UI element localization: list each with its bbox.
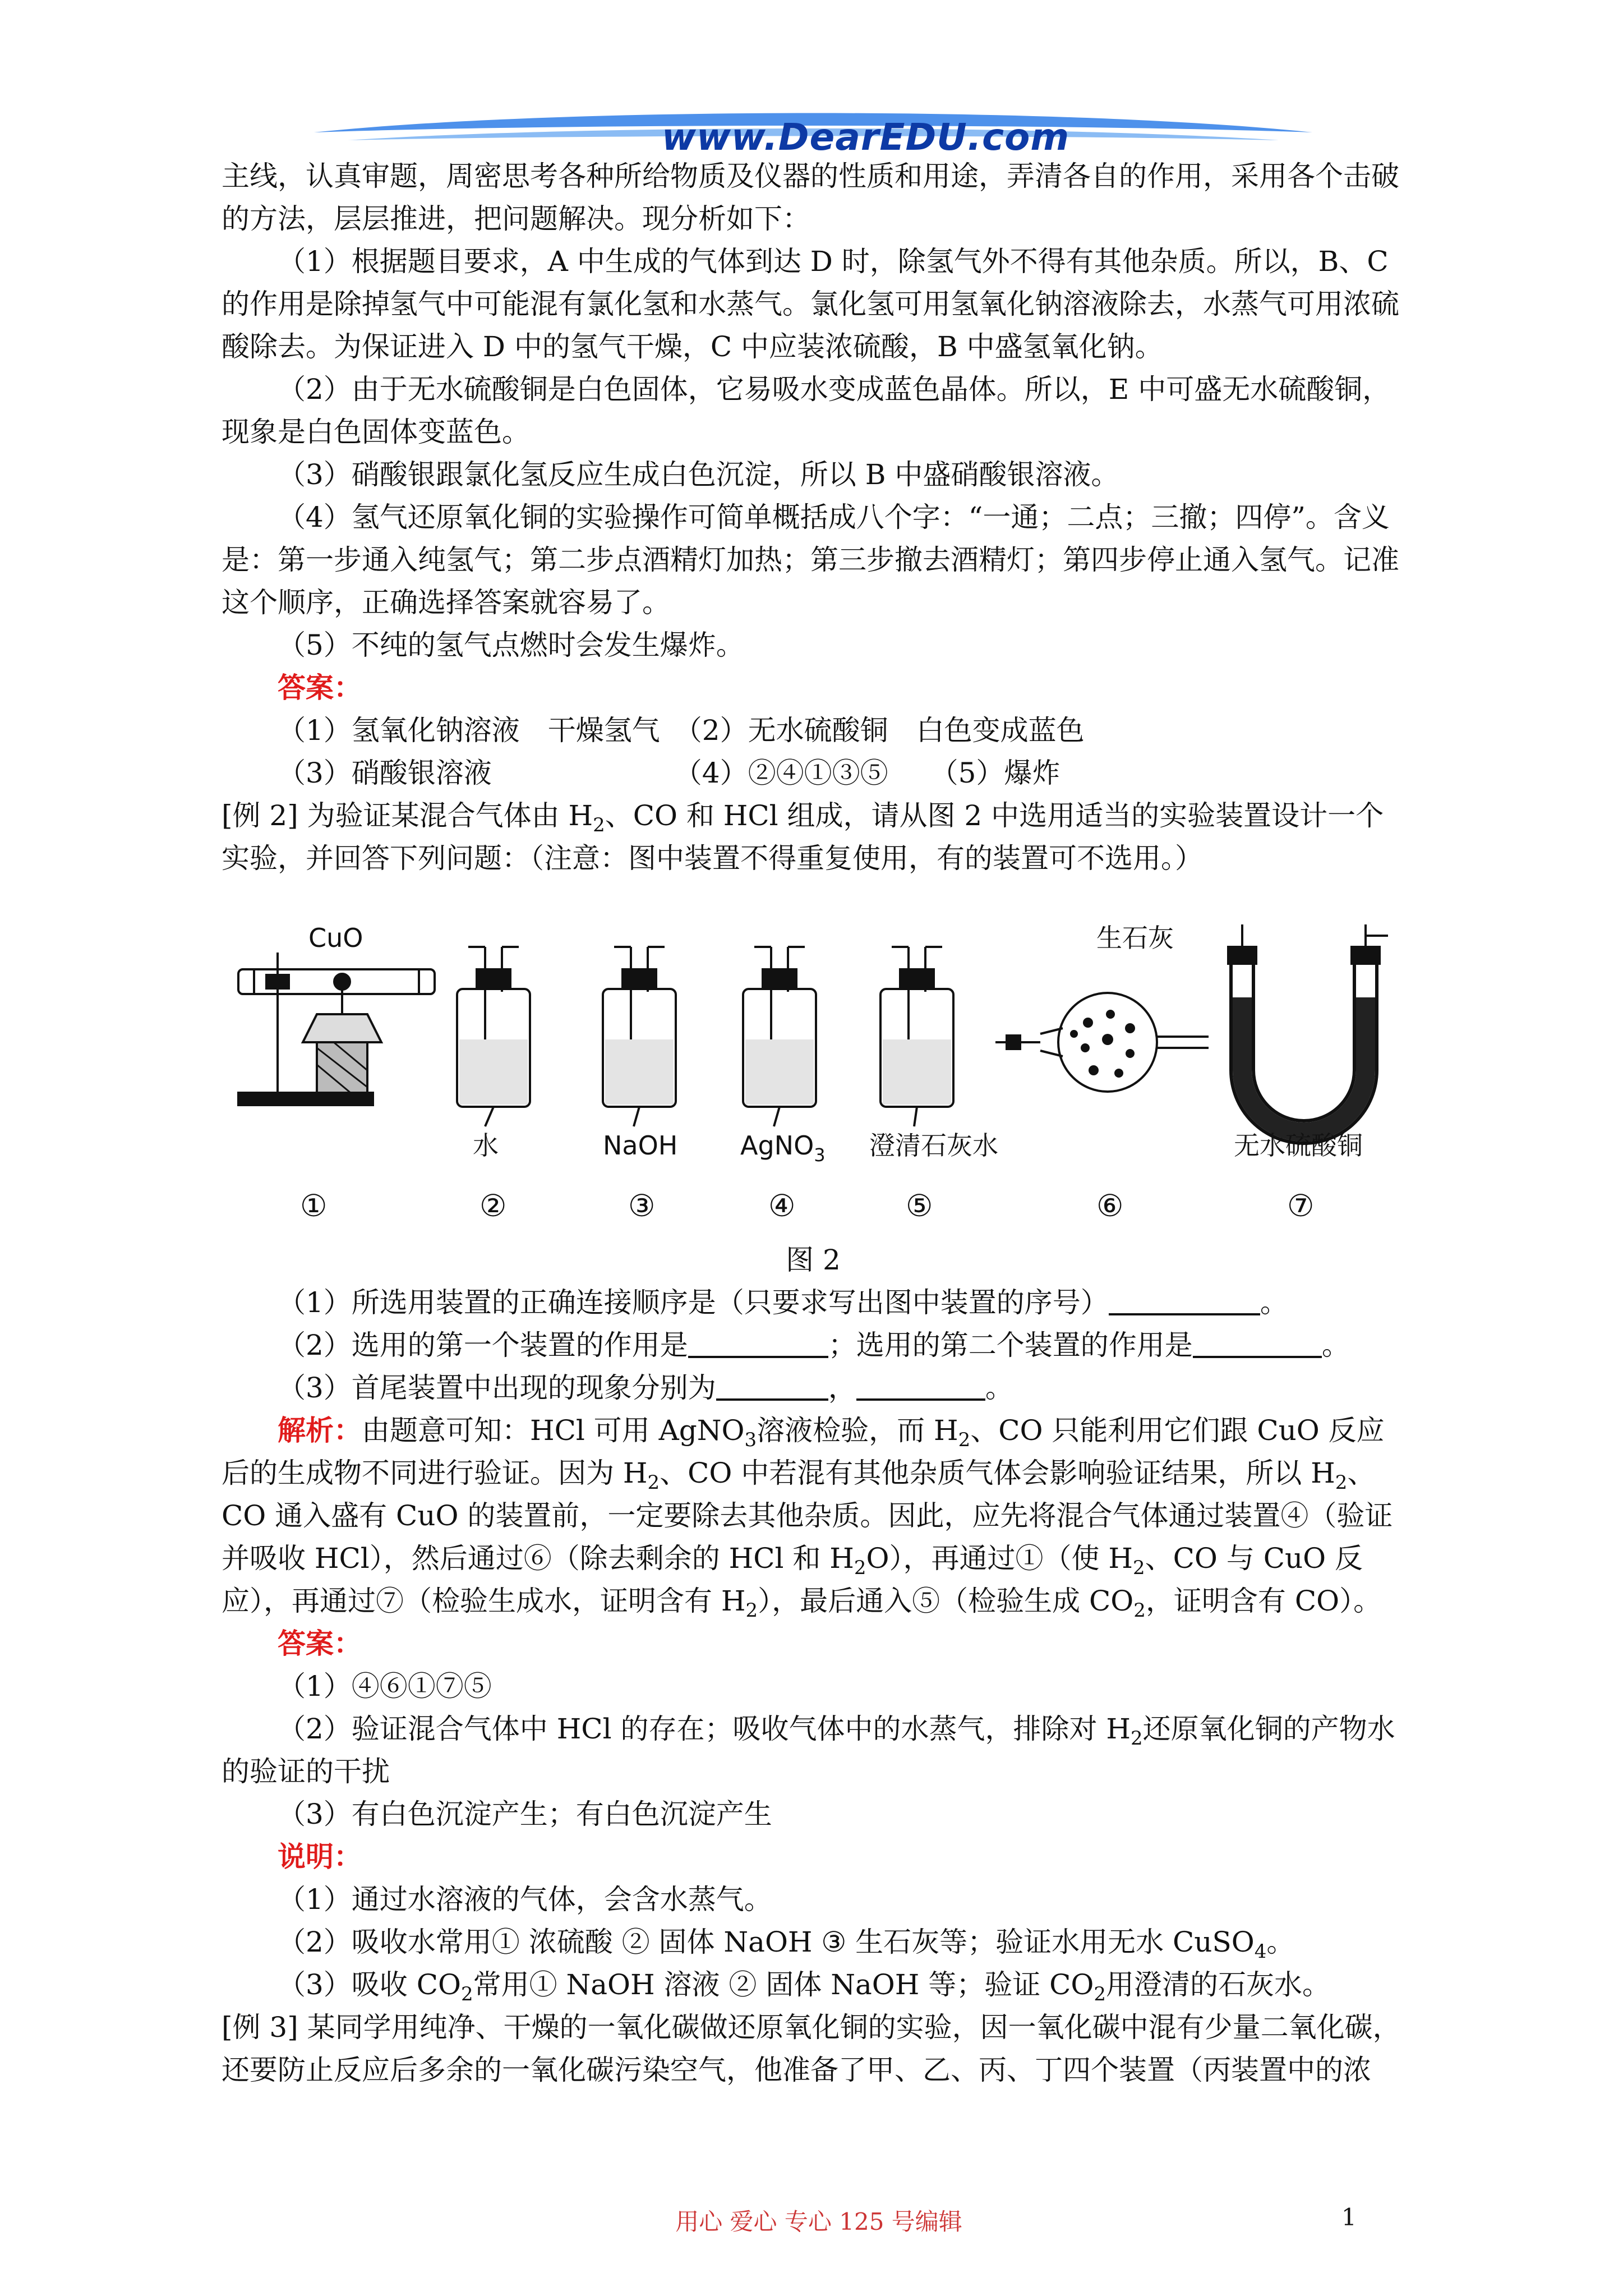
label-naoh: NaOH [603, 1130, 678, 1161]
answer-blank[interactable] [856, 1369, 985, 1401]
label-agno3: AgNO$_3$ [740, 1130, 826, 1166]
note-item-1: （1）通过水溶液的气体，会含水蒸气。 [278, 1883, 772, 1916]
analysis-paragraph: 解析：由题意可知：HCl 可用 AgNO$_3$溶液检验，而 $H_2$、CO 只能利用它们跟 CuO 反应后的生成物不同进行验证。因为 $H_2$、CO 中若混有其他杂质气体会影响验证结果，所以 $H_2$、CO 通入盛有 CuO 的装置前，一定要除去其他杂质。因此，应先将混合气体通过装置④（验证并吸收 HCl），然后通过⑥（除去剩余的 HCl 和 $H_2O$），再通过①（使 $H_2$、CO 与 CuO 反应），再通过⑦（检验生成水，证明含有 $H_2$），最后通入⑤（检验生成 $CO_2$，证明含有 CO）。 [222, 1414, 1393, 1622]
example-2-question [222, 794, 1405, 880]
answer-blank[interactable] [1109, 1284, 1260, 1315]
q2-end: 。 [1321, 1329, 1350, 1361]
analysis-item-4: （4）氢气还原氧化铜的实验操作可简单概括成八个字：“一通；二点；三撤；四停”。含义是：第一步通入纯氢气；第二步点酒精灯加热；第三步撤去酒精灯；第四步停止通入氢气。记准这个顺序，正确选择答案就容易了。 [222, 501, 1399, 619]
analysis-item-5: （5）不纯的氢气点燃时会发生爆炸。 [278, 629, 744, 661]
q1-text: （1）所选用装置的正确连接顺序是（只要求写出图中装置的序号） [278, 1286, 1109, 1319]
label-water: 水 [473, 1130, 499, 1161]
label-cuo: CuO [308, 923, 363, 953]
answer1-row1: （1）氢氧化钠溶液 干燥氢气 （2）无水硫酸铜 白色变成蓝色 [278, 714, 1085, 747]
question-2 [222, 1324, 1405, 1366]
analysis-item-2: （2）由于无水硫酸铜是白色固体，它易吸水变成蓝色晶体。所以，E 中可盛无水硫酸铜，现象是白色固体变蓝色。 [222, 373, 1391, 448]
answer-blank[interactable] [688, 1327, 828, 1358]
figure-number: ④ [768, 1188, 796, 1223]
subscript: 2 [593, 814, 605, 836]
figure-number: ② [479, 1188, 507, 1223]
page-number: 1 [1341, 2203, 1357, 2231]
answer2-item-2: （2）验证混合气体中 HCl 的存在；吸收气体中的水蒸气，排除对 $H_2$还原氧化铜的产物水的验证的干扰 [222, 1713, 1395, 1788]
figure-number: ⑦ [1287, 1188, 1315, 1223]
site-logo: www.DearEDU.com [662, 116, 1070, 159]
q1-end: 。 [1260, 1286, 1288, 1319]
q3-text-a: （3）首尾装置中出现的现象分别为 [278, 1372, 716, 1404]
question-1 [222, 1281, 1405, 1324]
page-header [0, 0, 1623, 163]
apparatus-2-icon [457, 947, 530, 1126]
q3-end: 。 [985, 1372, 1013, 1404]
figure-number: ③ [628, 1188, 656, 1223]
note-label [222, 1835, 1405, 1878]
figure-number: ⑤ [906, 1188, 933, 1223]
figure-number: ① [300, 1188, 328, 1223]
label-quicklime: 生石灰 [1096, 923, 1174, 953]
apparatus-diagram [222, 902, 1405, 1239]
apparatus-6-icon [995, 993, 1209, 1092]
example-3-question: [例 3] 某同学用纯净、干燥的一氧化碳做还原氧化铜的实验，因一氧化碳中混有少量二氧化碳，还要防止反应后多余的一氧化碳污染空气，他准备了甲、乙、丙、丁四个装置（丙装置中的浓 [222, 2011, 1401, 2086]
ex2-text-a: [例 2] 为验证某混合气体由 H [222, 799, 593, 832]
figure-number: ⑥ [1096, 1188, 1124, 1223]
answer2-item-1: （1）④⑥①⑦⑤ [278, 1670, 492, 1703]
answer-label: 答案： [278, 671, 362, 704]
question-3 [222, 1366, 1405, 1409]
document-body [222, 155, 1405, 2091]
apparatus-5-icon [880, 947, 953, 1126]
apparatus-3-icon [603, 947, 676, 1126]
note-label-text: 说明： [278, 1840, 362, 1873]
figure-caption: 图 2 [786, 1244, 841, 1276]
footer-text: 用心 爱心 专心 125 号编辑 [675, 2208, 962, 2235]
answer1-row2: （3）硝酸银溶液 （4）②④①③⑤ （5）爆炸 [278, 757, 1061, 789]
label-cuso4: 无水硫酸铜 [1234, 1130, 1363, 1161]
answer-label-1 [222, 666, 1405, 709]
note-item-3: （3）吸收 $CO_2$常用① NaOH 溶液 ② 固体 NaOH 等；验证 $CO_2$用澄清的石灰水。 [278, 1968, 1331, 2005]
figure-2 [222, 902, 1405, 1239]
ex2-text-b: 、CO 和 HCl 组成，请从图 2 中选用适当的实验装置设计一个实验，并回答下列问题：（注意：图中装置不得重复使用，有的装置可不选用。） [222, 799, 1384, 875]
answer-label: 答案： [278, 1627, 362, 1660]
answer-blank[interactable] [1193, 1327, 1322, 1358]
label-limewater: 澄清石灰水 [869, 1130, 998, 1161]
analysis-item-3: （3）硝酸银跟氯化氢反应生成白色沉淀，所以 B 中盛硝酸银溶液。 [278, 458, 1119, 491]
intro-paragraph: 主线，认真审题，周密思考各种所给物质及仪器的性质和用途，弄清各自的作用，采用各个击破的方法，层层推进，把问题解决。现分析如下： [222, 160, 1399, 235]
apparatus-7-icon [1228, 924, 1388, 1132]
answer2-item-3: （3）有白色沉淀产生；有白色沉淀产生 [278, 1798, 772, 1830]
analysis-item-1: （1）根据题目要求，A 中生成的气体到达 D 时，除氢气外不得有其他杂质。所以，B、C 的作用是除掉氢气中可能混有氯化氢和水蒸气。氯化氢可用氢氧化钠溶液除去，水蒸气可用浓硫酸除去。为保证进入 D 中的氢气干燥，C 中应装浓硫酸，B 中盛氢氧化钠。 [222, 245, 1399, 363]
q2-text-a: （2）选用的第一个装置的作用是 [278, 1329, 688, 1361]
page-footer [0, 2203, 1623, 2237]
apparatus-1-icon [238, 953, 435, 1105]
answer-blank[interactable] [716, 1369, 828, 1401]
q2-text-b: ；选用的第二个装置的作用是 [828, 1329, 1193, 1361]
q3-text-b: ， [828, 1372, 856, 1404]
note-item-2: （2）吸收水常用① 浓硫酸 ② 固体 NaOH ③ 生石灰等；验证水用无水 CuSO$_4$。 [278, 1926, 1295, 1963]
analysis-label: 解析： [278, 1414, 362, 1447]
apparatus-4-icon [743, 947, 816, 1126]
answer-label-2 [222, 1622, 1405, 1665]
